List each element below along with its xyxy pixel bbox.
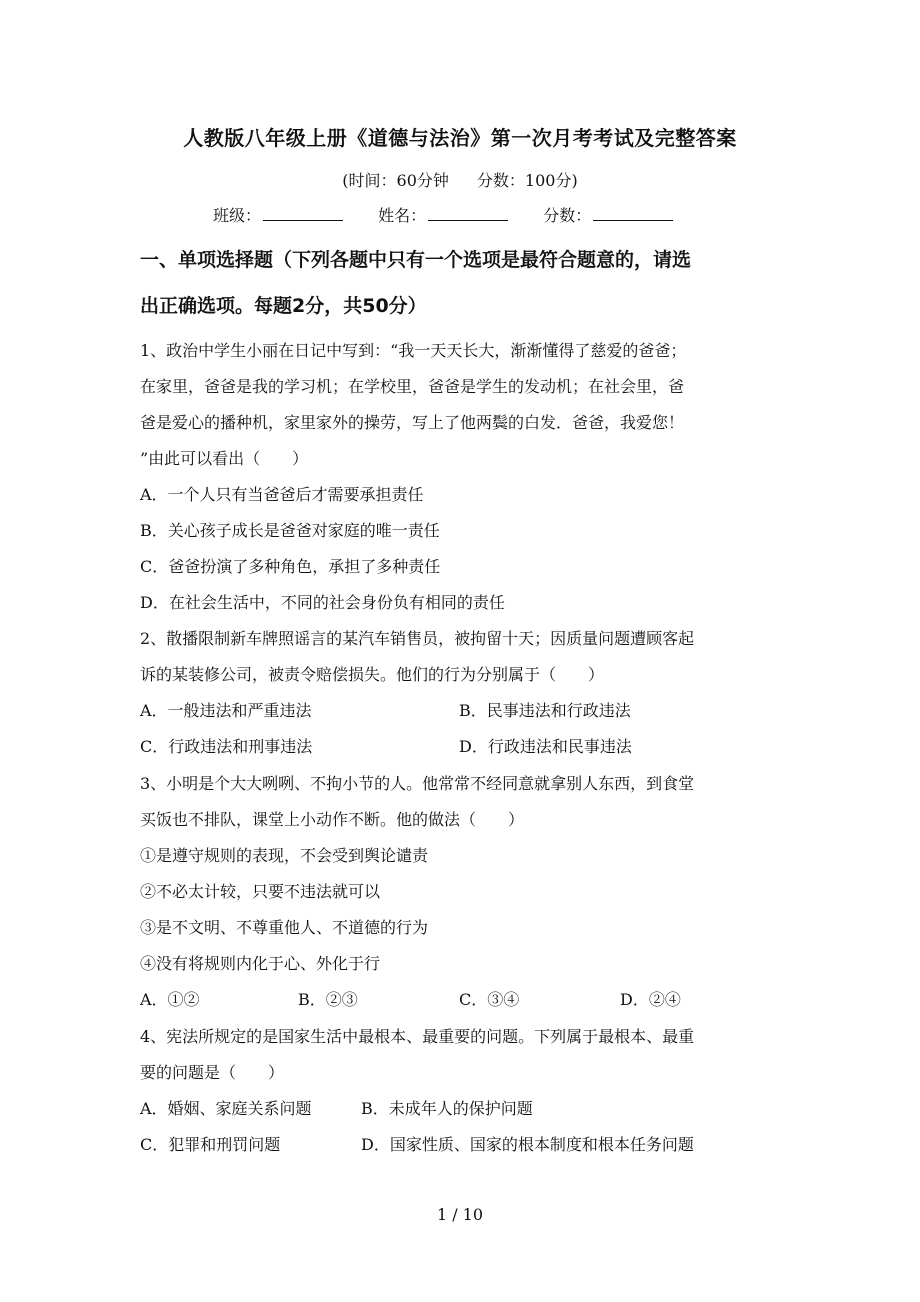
question-2-option-d[interactable]: D．行政违法和民事违法 [459,737,632,756]
question-3-line: 买饭也不排队，课堂上小动作不断。他的做法（ ） [140,810,525,829]
question-2-line: 诉的某装修公司，被责令赔偿损失。他们的行为分别属于（ ） [140,665,605,684]
question-2-line: 2、散播限制新车牌照谣言的某汽车销售员，被拘留十天；因质量问题遭顾客起 [140,629,695,648]
question-3-option-d[interactable]: D．②④ [620,990,681,1009]
question-2-option-c[interactable]: C．行政违法和刑事违法 [140,737,313,756]
question-3-option-a[interactable]: A．①② [140,990,200,1009]
section-heading-line2: 出正确选项。每题2分，共50分） [140,295,427,317]
question-4-option-b[interactable]: B．未成年人的保护问题 [361,1099,533,1118]
question-4-line: 4、宪法所规定的是国家生活中最根本、最重要的问题。下列属于最根本、最重 [140,1027,695,1046]
question-2-option-b[interactable]: B．民事违法和行政违法 [459,701,631,720]
exam-time: (时间：60分钟 [342,171,449,190]
question-1-line: 爸是爱心的播种机，家里家外的操劳，写上了他两鬓的白发．爸爸，我爱您！ [140,413,685,432]
score-label: 分数： [543,206,592,225]
page-number: 1 / 10 [436,1205,484,1224]
question-1-option-b[interactable]: B．关心孩子成长是爸爸对家庭的唯一责任 [140,521,440,540]
question-3-option-b[interactable]: B．②③ [298,990,358,1009]
question-1-line: 1、政治中学生小丽在日记中写到：“我一天天长大，渐渐懂得了慈爱的爸爸； [140,341,687,360]
question-3-statement: ②不必太计较，只要不违法就可以 [140,882,381,901]
class-blank[interactable] [263,206,343,221]
question-1-option-d[interactable]: D．在社会生活中，不同的社会身份负有相同的责任 [140,593,505,612]
question-1-line: 在家里，爸爸是我的学习机；在学校里，爸爸是学生的发动机；在社会里，爸 [140,377,685,396]
question-2-option-a[interactable]: A．一般违法和严重违法 [140,701,312,720]
question-4-line: 要的问题是（ ） [140,1063,285,1082]
question-4-option-c[interactable]: C．犯罪和刑罚问题 [140,1135,281,1154]
question-3-statement: ④没有将规则内化于心、外化于行 [140,954,381,973]
name-label: 姓名： [378,206,427,225]
question-1-line: ”由此可以看出（ ） [140,449,309,468]
exam-title: 人教版八年级上册《道德与法治》第一次月考考试及完整答案 [183,126,737,150]
class-label: 班级： [213,206,262,225]
score-blank[interactable] [593,206,673,221]
exam-meta [0,168,920,191]
question-3-line: 3、小明是个大大咧咧、不拘小节的人。他常常不经同意就拿别人东西，到食堂 [140,774,695,793]
question-4-option-a[interactable]: A．婚姻、家庭关系问题 [140,1099,312,1118]
question-1-option-a[interactable]: A．一个人只有当爸爸后才需要承担责任 [140,485,424,504]
question-3-option-c[interactable]: C．③④ [459,990,520,1009]
question-1-option-c[interactable]: C．爸爸扮演了多种角色，承担了多种责任 [140,557,441,576]
question-3-statement: ③是不文明、不尊重他人、不道德的行为 [140,918,429,937]
question-4-option-d[interactable]: D．国家性质、国家的根本制度和根本任务问题 [361,1135,694,1154]
section-heading-line1: 一、单项选择题（下列各题中只有一个选项是最符合题意的，请选 [140,249,692,271]
question-3-statement: ①是遵守规则的表现，不会受到舆论谴责 [140,846,429,865]
name-blank[interactable] [428,206,508,221]
exam-total-score: 分数：100分) [476,171,578,190]
student-info-fields [213,203,703,226]
